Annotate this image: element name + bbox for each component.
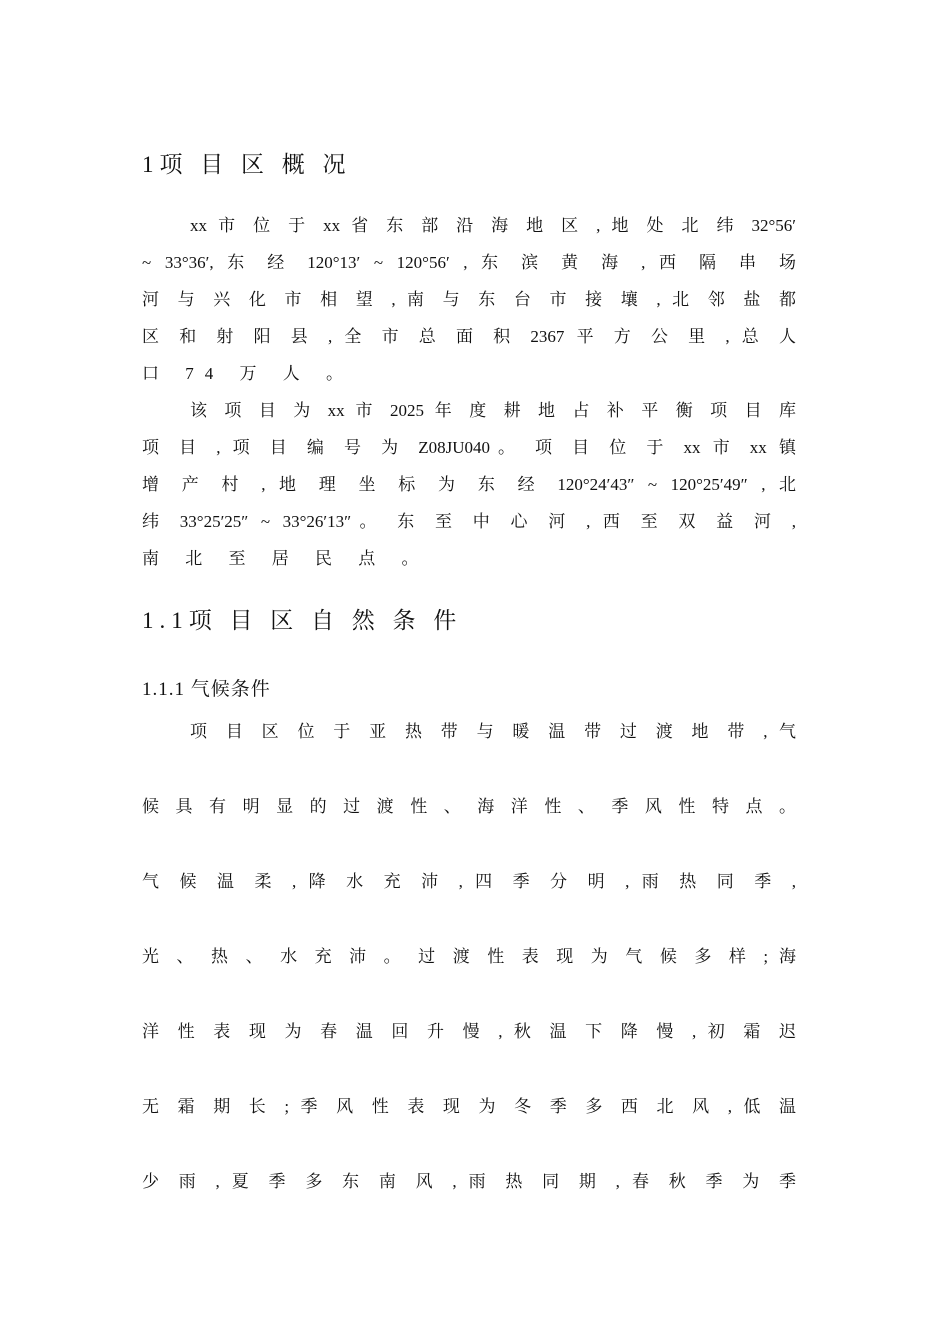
paragraph-3-line-5: 洋 性 表 现 为 春 温 回 升 慢 , 秋 温 下 降 慢 , 初 霜 迟 bbox=[142, 1022, 796, 1041]
paragraph-1-line-3: 河 与 兴 化 市 相 望 , 南 与 东 台 市 接 壤 , 北 邻 盐 都 bbox=[142, 290, 796, 309]
paragraph-3-line-2: 候 具 有 明 显 的 过 渡 性 、 海 洋 性 、 季 风 性 特 点 。 bbox=[142, 797, 796, 816]
section-heading-1: 1项 目 区 概 况 bbox=[142, 152, 352, 177]
paragraph-3-line-6: 无 霜 期 长 ; 季 风 性 表 现 为 冬 季 多 西 北 风 , 低 温 bbox=[142, 1097, 796, 1116]
section-heading-1-1-1: 1.1.1 气候条件 bbox=[142, 679, 271, 700]
paragraph-1-line-4: 区 和 射 阳 县 , 全 市 总 面 积 2367 平 方 公 里 , 总 人 bbox=[142, 327, 796, 346]
section-heading-1-1: 1.1项 目 区 自 然 条 件 bbox=[142, 608, 463, 633]
paragraph-1-line-2: ~ 33°36′, 东 经 120°13′ ~ 120°56′ , 东 滨 黄 海 , 西 隔 串 场 bbox=[142, 253, 796, 272]
paragraph-3-line-7: 少 雨 , 夏 季 多 东 南 风 , 雨 热 同 期 , 春 秋 季 为 季 bbox=[142, 1172, 796, 1191]
paragraph-1-line-1: xx 市 位 于 xx 省 东 部 沿 海 地 区 , 地 处 北 纬 32°56′ bbox=[190, 216, 796, 235]
paragraph-2-line-1: 该 项 目 为 xx 市 2025 年 度 耕 地 占 补 平 衡 项 目 库 bbox=[190, 401, 796, 420]
paragraph-2-line-3: 增 产 村 , 地 理 坐 标 为 东 经 120°24′43″ ~ 120°25′49″ , 北 bbox=[142, 475, 796, 494]
paragraph-1-line-5: 口 74 万 人 。 bbox=[142, 364, 354, 383]
paragraph-2-line-4: 纬 33°25′25″ ~ 33°26′13″。 东 至 中 心 河 , 西 至 双 益 河 , bbox=[142, 512, 796, 531]
paragraph-3-line-1: 项 目 区 位 于 亚 热 带 与 暖 温 带 过 渡 地 带 , 气 bbox=[190, 722, 796, 741]
paragraph-2-line-5: 南 北 至 居 民 点 。 bbox=[142, 549, 430, 568]
paragraph-2-line-2: 项 目 , 项 目 编 号 为 Z08JU040。 项 目 位 于 xx 市 xx 镇 bbox=[142, 438, 796, 457]
paragraph-3-line-4: 光 、 热 、 水 充 沛 。 过 渡 性 表 现 为 气 候 多 样 ; 海 bbox=[142, 947, 796, 966]
paragraph-3-line-3: 气 候 温 柔 , 降 水 充 沛 , 四 季 分 明 , 雨 热 同 季 , bbox=[142, 872, 796, 891]
